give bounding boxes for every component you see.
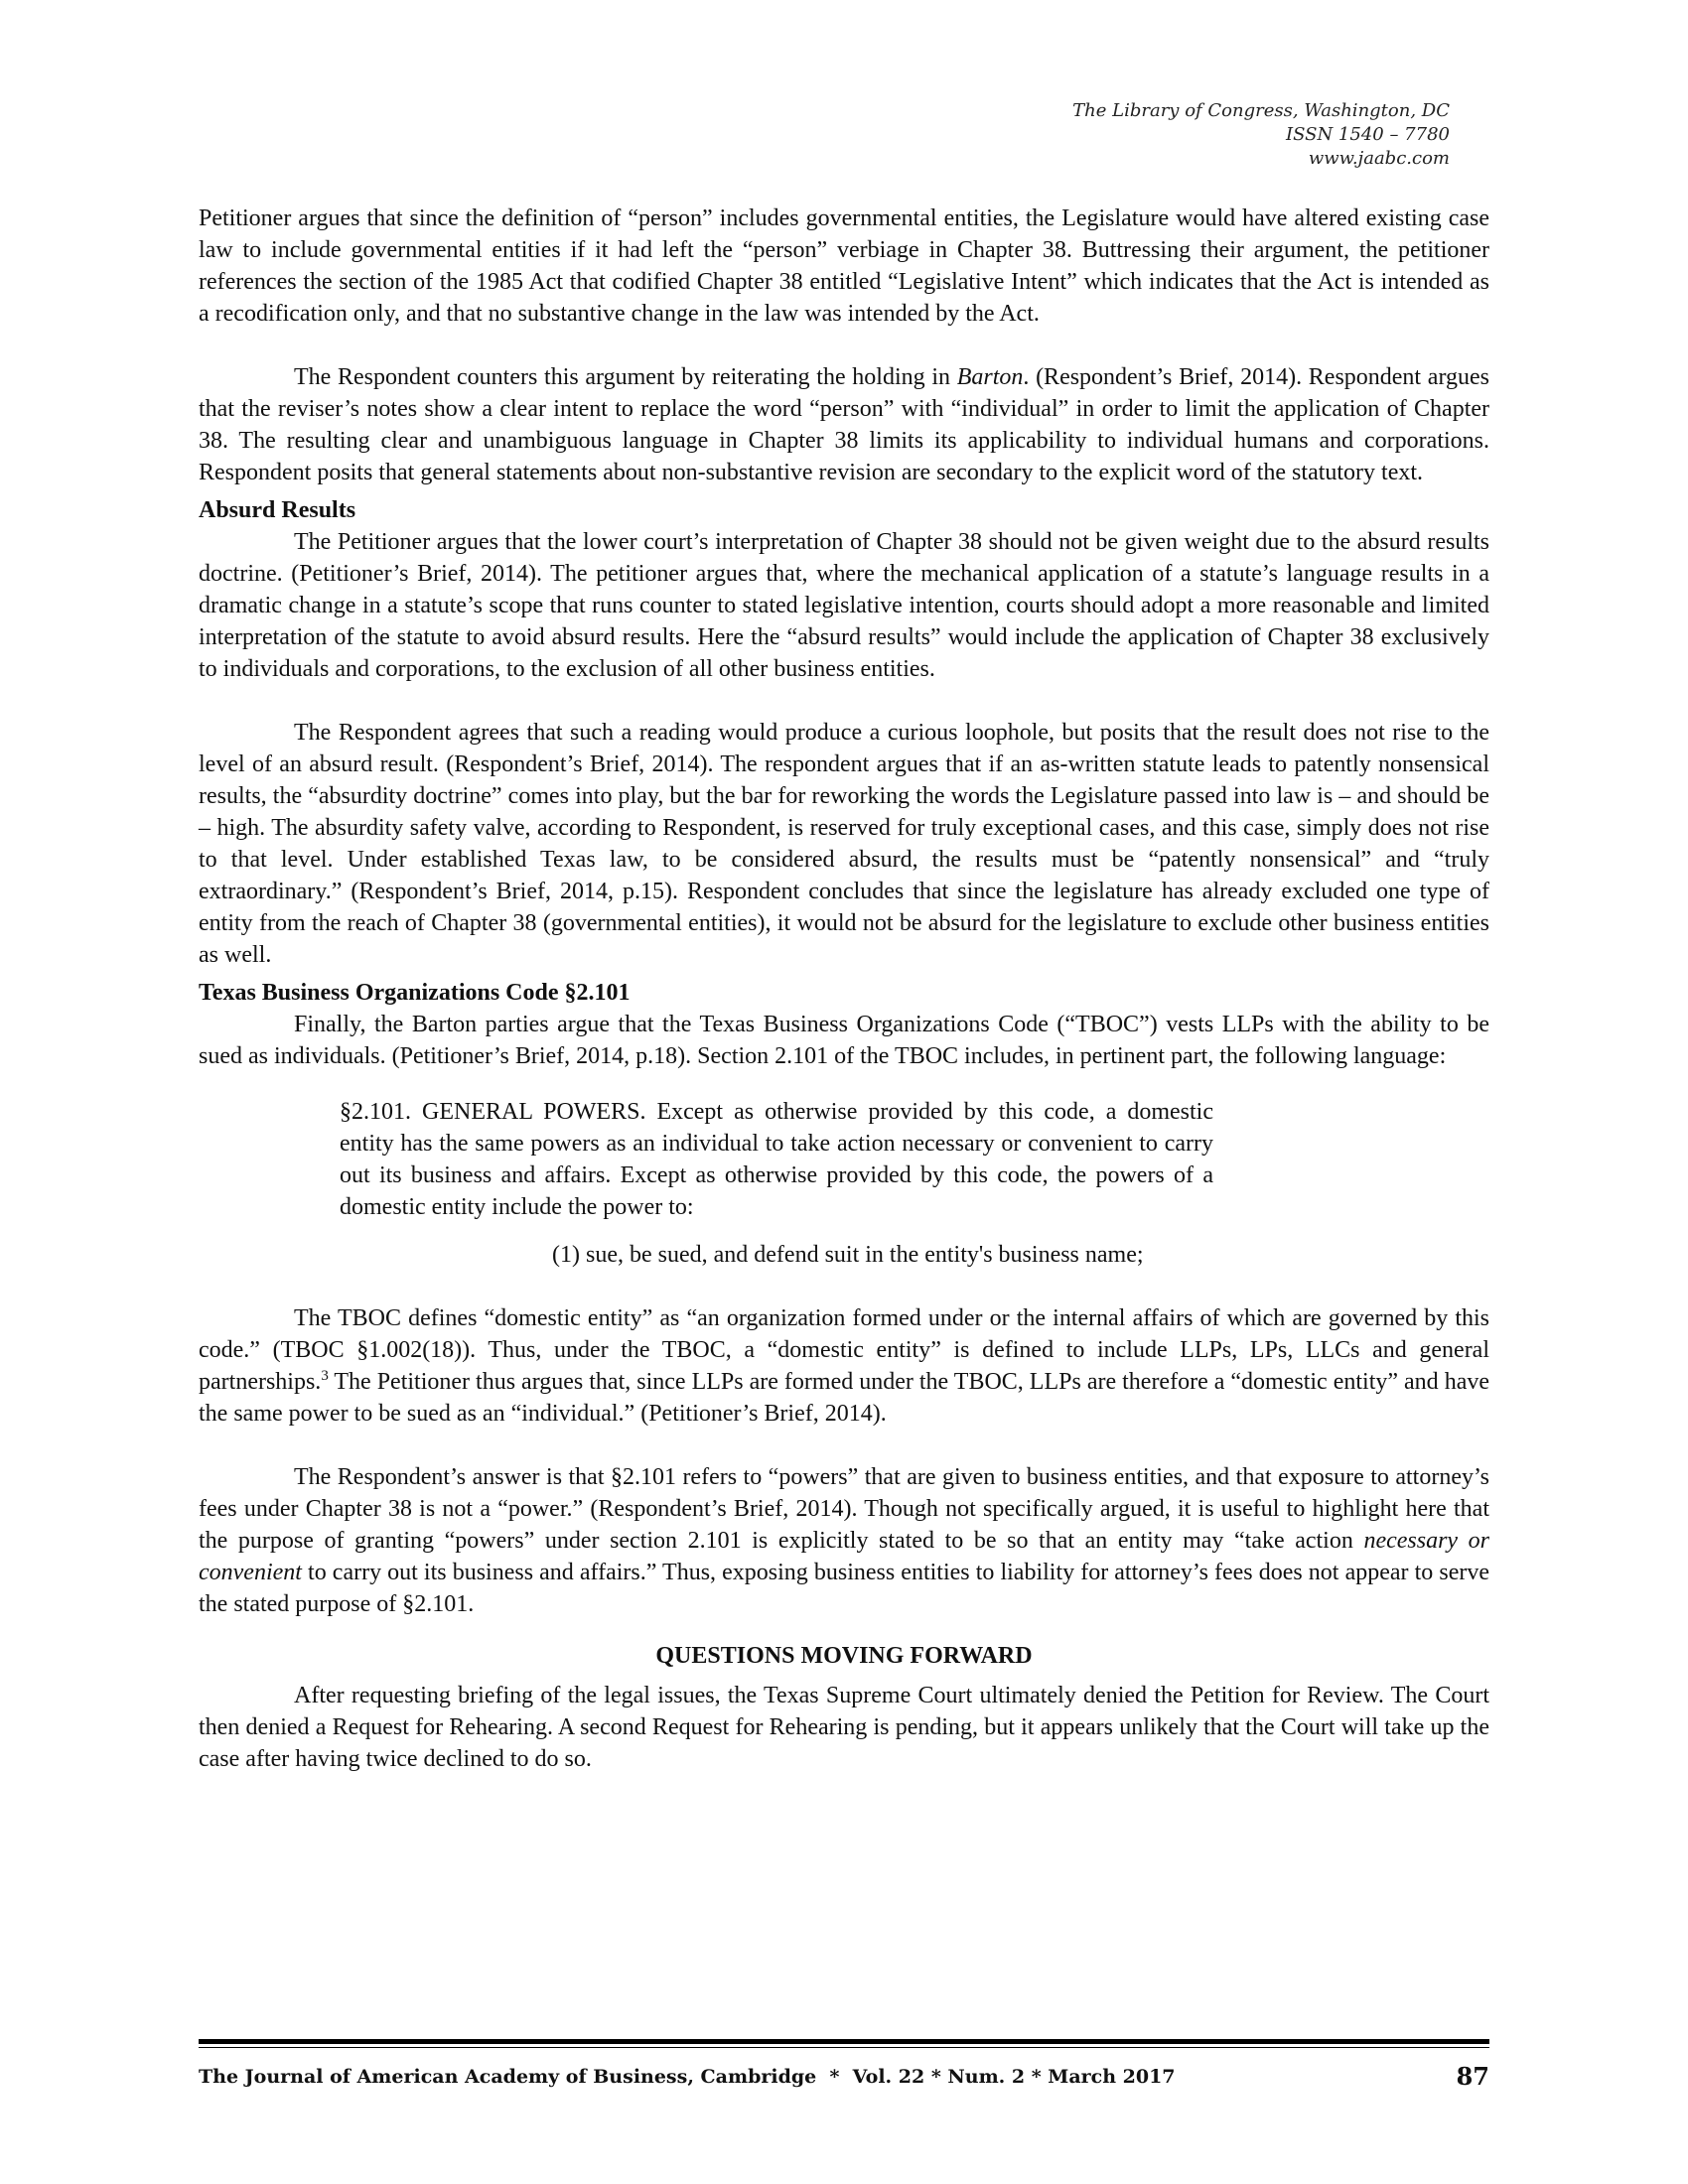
header-library: The Library of Congress, Washington, DC	[1072, 100, 1450, 121]
section-heading: Texas Business Organizations Code §2.101	[199, 980, 631, 1006]
case-name: Barton	[956, 364, 1024, 390]
paragraph: Petitioner argues that since the definition of “person” includes governmental entities, the Legislature would have altered existing case law to include governmental entities if it had left the “person” verbiage in Chapter 38. Buttressing their argument, the petitioner references the section of the 1985 Act that codified Chapter 38 entitled “Legislative Intent” which indicates that the Act is intended as a recodification only, and that no substantive change in the law was intended by the Act.	[199, 205, 1489, 327]
block-quote: §2.101. GENERAL POWERS. Except as otherwise provided by this code, a domestic entity has the same powers as an individual to take action necessary or convenient to carry out its business and affairs. Except as otherwise provided by this code, the powers of a domestic entity include the power to:	[340, 1099, 1213, 1220]
paragraph: The Respondent’s answer is that §2.101 refers to “powers” that are given to business entities, and that exposure to attorney’s fees under Chapter 38 is not a “power.” (Respondent’s Brief, 2014). Though not specifically argued, it is useful to highlight here that the purpose of granting “powers” under section 2.101 is explicitly stated to be so that an entity may “take action necessary or convenient to carry out its business and affairs.” Thus, exposing business entities to liability for attorney’s fees does not appear to serve the stated purpose of §2.101.	[199, 1464, 1490, 1617]
page-number: 87	[1456, 2062, 1489, 2091]
footer-rule-thin	[199, 2047, 1489, 2048]
paragraph: After requesting briefing of the legal issues, the Texas Supreme Court ultimately denied the Petition for Review. The Court then denied a Request for Rehearing. A second Request for Rehearing is pending, but it appears unlikely that the Court will take up the case after having twice declined to do so.	[199, 1683, 1489, 1772]
paragraph: The TBOC defines “domestic entity” as “an organization formed under or the internal affairs of which are governed by this code.” (TBOC §1.002(18)). Thus, under the TBOC, a “domestic entity” is defined to include LLPs, LPs, LLCs and general partnerships.$^3$ The Petitioner thus argues that, since LLPs are formed under the TBOC, LLPs are therefore a “domestic entity” and have the same power to be sued as an “individual.” (Petitioner’s Brief, 2014).	[199, 1305, 1489, 1427]
footer-rule-thick	[199, 2039, 1489, 2044]
paragraph: The Respondent agrees that such a reading would produce a curious loophole, but posits that the result does not rise to the level of an absurd result. (Respondent’s Brief, 2014). The respondent argues that if an as-written statute leads to patently nonsensical results, the “absurdity doctrine” comes into play, but the bar for reworking the words the Legislature passed into law is – and should be – high. The absurdity safety valve, according to Respondent, is reserved for truly exceptional cases, and this case, simply does not rise to that level. Under established Texas law, to be considered absurd, the results must be “patently nonsensical” and “truly extraordinary.” (Respondent’s Brief, 2014, p.15). Respondent concludes that since the legislature has already excluded one type of entity from the reach of Chapter 38 (governmental entities), it would not be absurd for the legislature to exclude other business entities as well.	[199, 720, 1489, 968]
paragraph: The Respondent counters this argument by reiterating the holding in Barton. (Respondent’s Brief, 2014). Respondent argues that the reviser’s notes show a clear intent to replace the word “person” with “individual” in order to limit the application of Chapter 38. The resulting clear and unambiguous language in Chapter 38 limits its applicability to individual humans and corporations. Respondent posits that general statements about non-substantive revision are secondary to the explicit word of the statutory text.	[199, 364, 1489, 485]
section-heading: Absurd Results	[199, 497, 356, 523]
header-website: www.jaabc.com	[1308, 148, 1450, 169]
paragraph: The Petitioner argues that the lower court’s interpretation of Chapter 38 should not be given weight due to the absurd results doctrine. (Petitioner’s Brief, 2014). The petitioner argues that, where the mechanical application of a statute’s language results in a dramatic change in a statute’s scope that runs counter to stated legislative intention, courts should adopt a more reasonable and limited interpretation of the statute to avoid absurd results. Here the “absurd results” would include the application of Chapter 38 exclusively to individuals and corporations, to the exclusion of all other business entities.	[199, 529, 1489, 682]
paragraph: Finally, the Barton parties argue that the Texas Business Organizations Code (“TBOC”) vests LLPs with the ability to be sued as individuals. (Petitioner’s Brief, 2014, p.18). Section 2.101 of the TBOC includes, in pertinent part, the following language:	[199, 1012, 1489, 1069]
footnote-marker: 3	[321, 1368, 329, 1384]
body-text	[199, 203, 1489, 1775]
running-footer	[199, 2061, 1489, 2093]
block-quote-item: (1) sue, be sued, and defend suit in the entity's business name;	[552, 1242, 1144, 1268]
running-header	[1072, 99, 1450, 171]
section-heading: QUESTIONS MOVING FORWARD	[655, 1643, 1033, 1669]
header-issn: ISSN 1540 – 7780	[1286, 124, 1450, 145]
journal-citation: The Journal of American Academy of Business, Cambridge * Vol. 22 * Num. 2 * March 2017	[199, 2066, 1176, 2088]
